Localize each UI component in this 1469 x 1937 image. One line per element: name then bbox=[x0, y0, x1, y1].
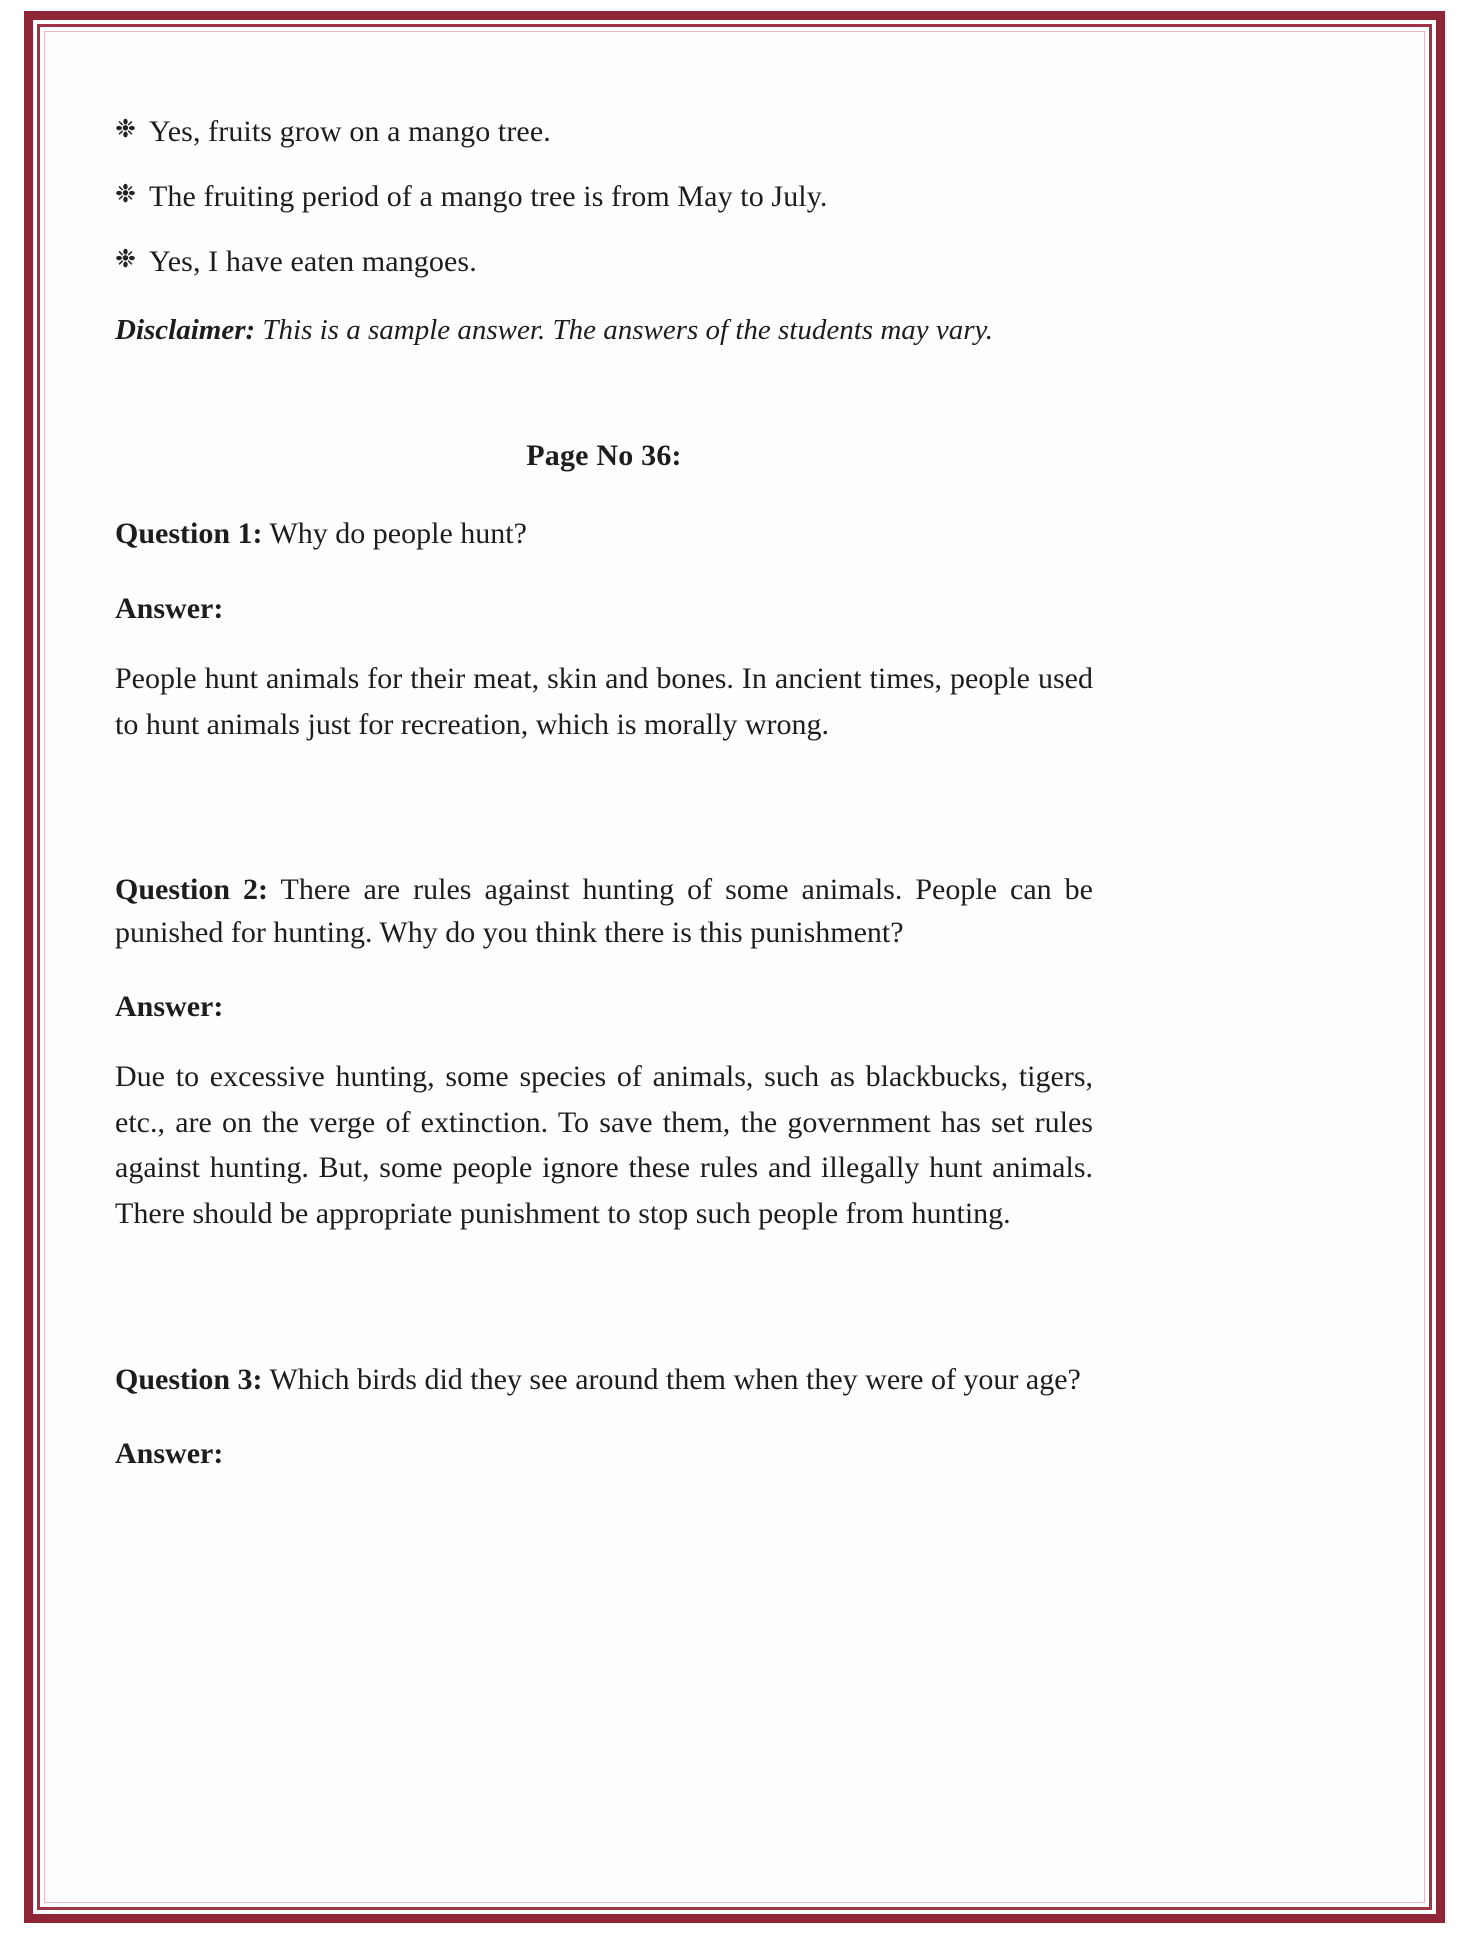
question-2 bbox=[115, 869, 1093, 954]
snowflake-bullet-icon: ❉ bbox=[115, 116, 137, 143]
section-spacer bbox=[115, 1267, 1093, 1319]
section-spacer bbox=[115, 777, 1093, 829]
list-item bbox=[115, 112, 1093, 151]
disclaimer-text: This is a sample answer. The answers of the students may vary. bbox=[255, 314, 994, 346]
list-item-text: Yes, fruits grow on a mango tree. bbox=[149, 115, 551, 148]
answer-1-label: Answer: bbox=[115, 591, 224, 625]
question-2-label: Question 2: bbox=[115, 873, 269, 907]
list-item-text: The fruiting period of a mango tree is from May to July. bbox=[149, 180, 828, 213]
question-1-text: Why do people hunt? bbox=[262, 517, 527, 551]
disclaimer-paragraph bbox=[115, 309, 1090, 351]
list-item bbox=[115, 242, 1093, 281]
question-1 bbox=[115, 513, 1093, 556]
list-item bbox=[115, 177, 1093, 216]
answer-3-label: Answer: bbox=[115, 1437, 224, 1471]
disclaimer-label: Disclaimer: bbox=[115, 314, 256, 346]
question-3 bbox=[115, 1359, 1093, 1402]
question-2-text: There are rules against hunting of some animals. People can be punished for hunting. Why do you think there is this punishment? bbox=[115, 873, 1093, 949]
snowflake-bullet-icon: ❉ bbox=[115, 181, 137, 208]
question-1-label: Question 1: bbox=[115, 517, 263, 551]
list-item-text: Yes, I have eaten mangoes. bbox=[149, 245, 477, 278]
question-3-label: Question 3: bbox=[115, 1362, 263, 1396]
question-3-text: Which birds did they see around them when they were of your age? bbox=[262, 1362, 1081, 1396]
page-content bbox=[115, 112, 1093, 1471]
page-number-heading: Page No 36: bbox=[526, 439, 682, 473]
snowflake-bullet-icon: ❉ bbox=[115, 246, 137, 273]
answer-2-body: Due to excessive hunting, some species of animals, such as blackbucks, tigers, etc., are on the verge of extinction. To save them, the government has set rules against hunting. But, some people ignore these rules and illegally hunt animals. There should be appropriate punishment to stop such people from hunting. bbox=[115, 1060, 1093, 1231]
answer-1-body: People hunt animals for their meat, skin and bones. In ancient times, people used to hunt animals just for recreation, which is morally wrong. bbox=[115, 661, 1093, 741]
answer-2-label: Answer: bbox=[115, 990, 224, 1024]
